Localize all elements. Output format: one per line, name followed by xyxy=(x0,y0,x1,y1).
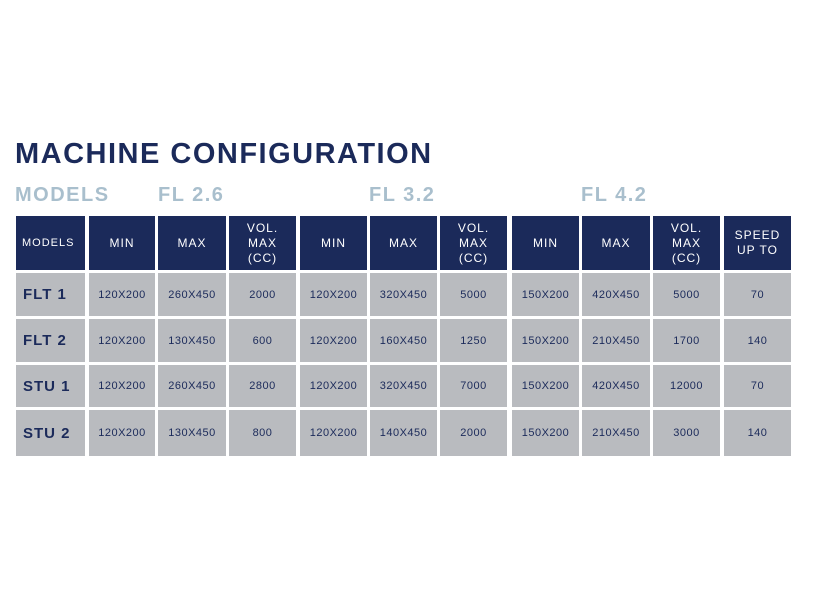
header-fl32-max: MAX xyxy=(370,216,437,270)
table-cell: 600 xyxy=(229,319,296,362)
table-cell: 2800 xyxy=(229,365,296,407)
header-fl42-max: MAX xyxy=(582,216,650,270)
header-models: MODELS xyxy=(16,216,85,270)
table-cell: 150X200 xyxy=(512,365,579,407)
table-cell: 1700 xyxy=(653,319,720,362)
table-cell: 120X200 xyxy=(89,365,155,407)
table-cell: 2000 xyxy=(440,410,507,456)
model-name-cell: STU 2 xyxy=(16,410,85,456)
model-name-cell: FLT 1 xyxy=(16,273,85,316)
table-cell: 120X200 xyxy=(89,319,155,362)
table-cell: 320X450 xyxy=(370,365,437,407)
table-cell: 1250 xyxy=(440,319,507,362)
table-cell: 5000 xyxy=(653,273,720,316)
table-cell: 130X450 xyxy=(158,319,226,362)
table-cell: 2000 xyxy=(229,273,296,316)
header-speed-up-to: SPEED UP TO xyxy=(724,216,791,270)
table-cell: 120X200 xyxy=(300,365,367,407)
table-cell: 120X200 xyxy=(300,410,367,456)
table-cell: 120X200 xyxy=(89,273,155,316)
header-fl26-max: MAX xyxy=(158,216,226,270)
fl32-group-label: FL 3.2 xyxy=(369,184,436,206)
table-cell: 260X450 xyxy=(158,273,226,316)
table-cell: 120X200 xyxy=(300,319,367,362)
table-cell: 140X450 xyxy=(370,410,437,456)
table-cell: 12000 xyxy=(653,365,720,407)
header-fl42-vol-max: VOL. MAX (CC) xyxy=(653,216,720,270)
table-cell: 140 xyxy=(724,319,791,362)
table-cell: 160X450 xyxy=(370,319,437,362)
header-fl32-min: MIN xyxy=(300,216,367,270)
table-cell: 5000 xyxy=(440,273,507,316)
header-fl26-vol-max: VOL. MAX (CC) xyxy=(229,216,296,270)
fl26-group-label: FL 2.6 xyxy=(158,184,225,206)
table-cell: 150X200 xyxy=(512,273,579,316)
table-cell: 120X200 xyxy=(300,273,367,316)
page-title: MACHINE CONFIGURATION xyxy=(15,138,433,170)
table-cell: 210X450 xyxy=(582,319,650,362)
table-cell: 150X200 xyxy=(512,410,579,456)
table-cell: 150X200 xyxy=(512,319,579,362)
table-cell: 260X450 xyxy=(158,365,226,407)
table-cell: 420X450 xyxy=(582,273,650,316)
table-cell: 70 xyxy=(724,365,791,407)
table-cell: 120X200 xyxy=(89,410,155,456)
table-cell: 140 xyxy=(724,410,791,456)
table-cell: 70 xyxy=(724,273,791,316)
table-cell: 3000 xyxy=(653,410,720,456)
table-cell: 800 xyxy=(229,410,296,456)
header-fl26-min: MIN xyxy=(89,216,155,270)
table-cell: 320X450 xyxy=(370,273,437,316)
table-cell: 210X450 xyxy=(582,410,650,456)
table-cell: 130X450 xyxy=(158,410,226,456)
models-group-label: MODELS xyxy=(15,184,110,206)
header-fl32-vol-max: VOL. MAX (CC) xyxy=(440,216,507,270)
model-name-cell: STU 1 xyxy=(16,365,85,407)
fl42-group-label: FL 4.2 xyxy=(581,184,648,206)
header-fl42-min: MIN xyxy=(512,216,579,270)
model-name-cell: FLT 2 xyxy=(16,319,85,362)
table-cell: 7000 xyxy=(440,365,507,407)
table-cell: 420X450 xyxy=(582,365,650,407)
